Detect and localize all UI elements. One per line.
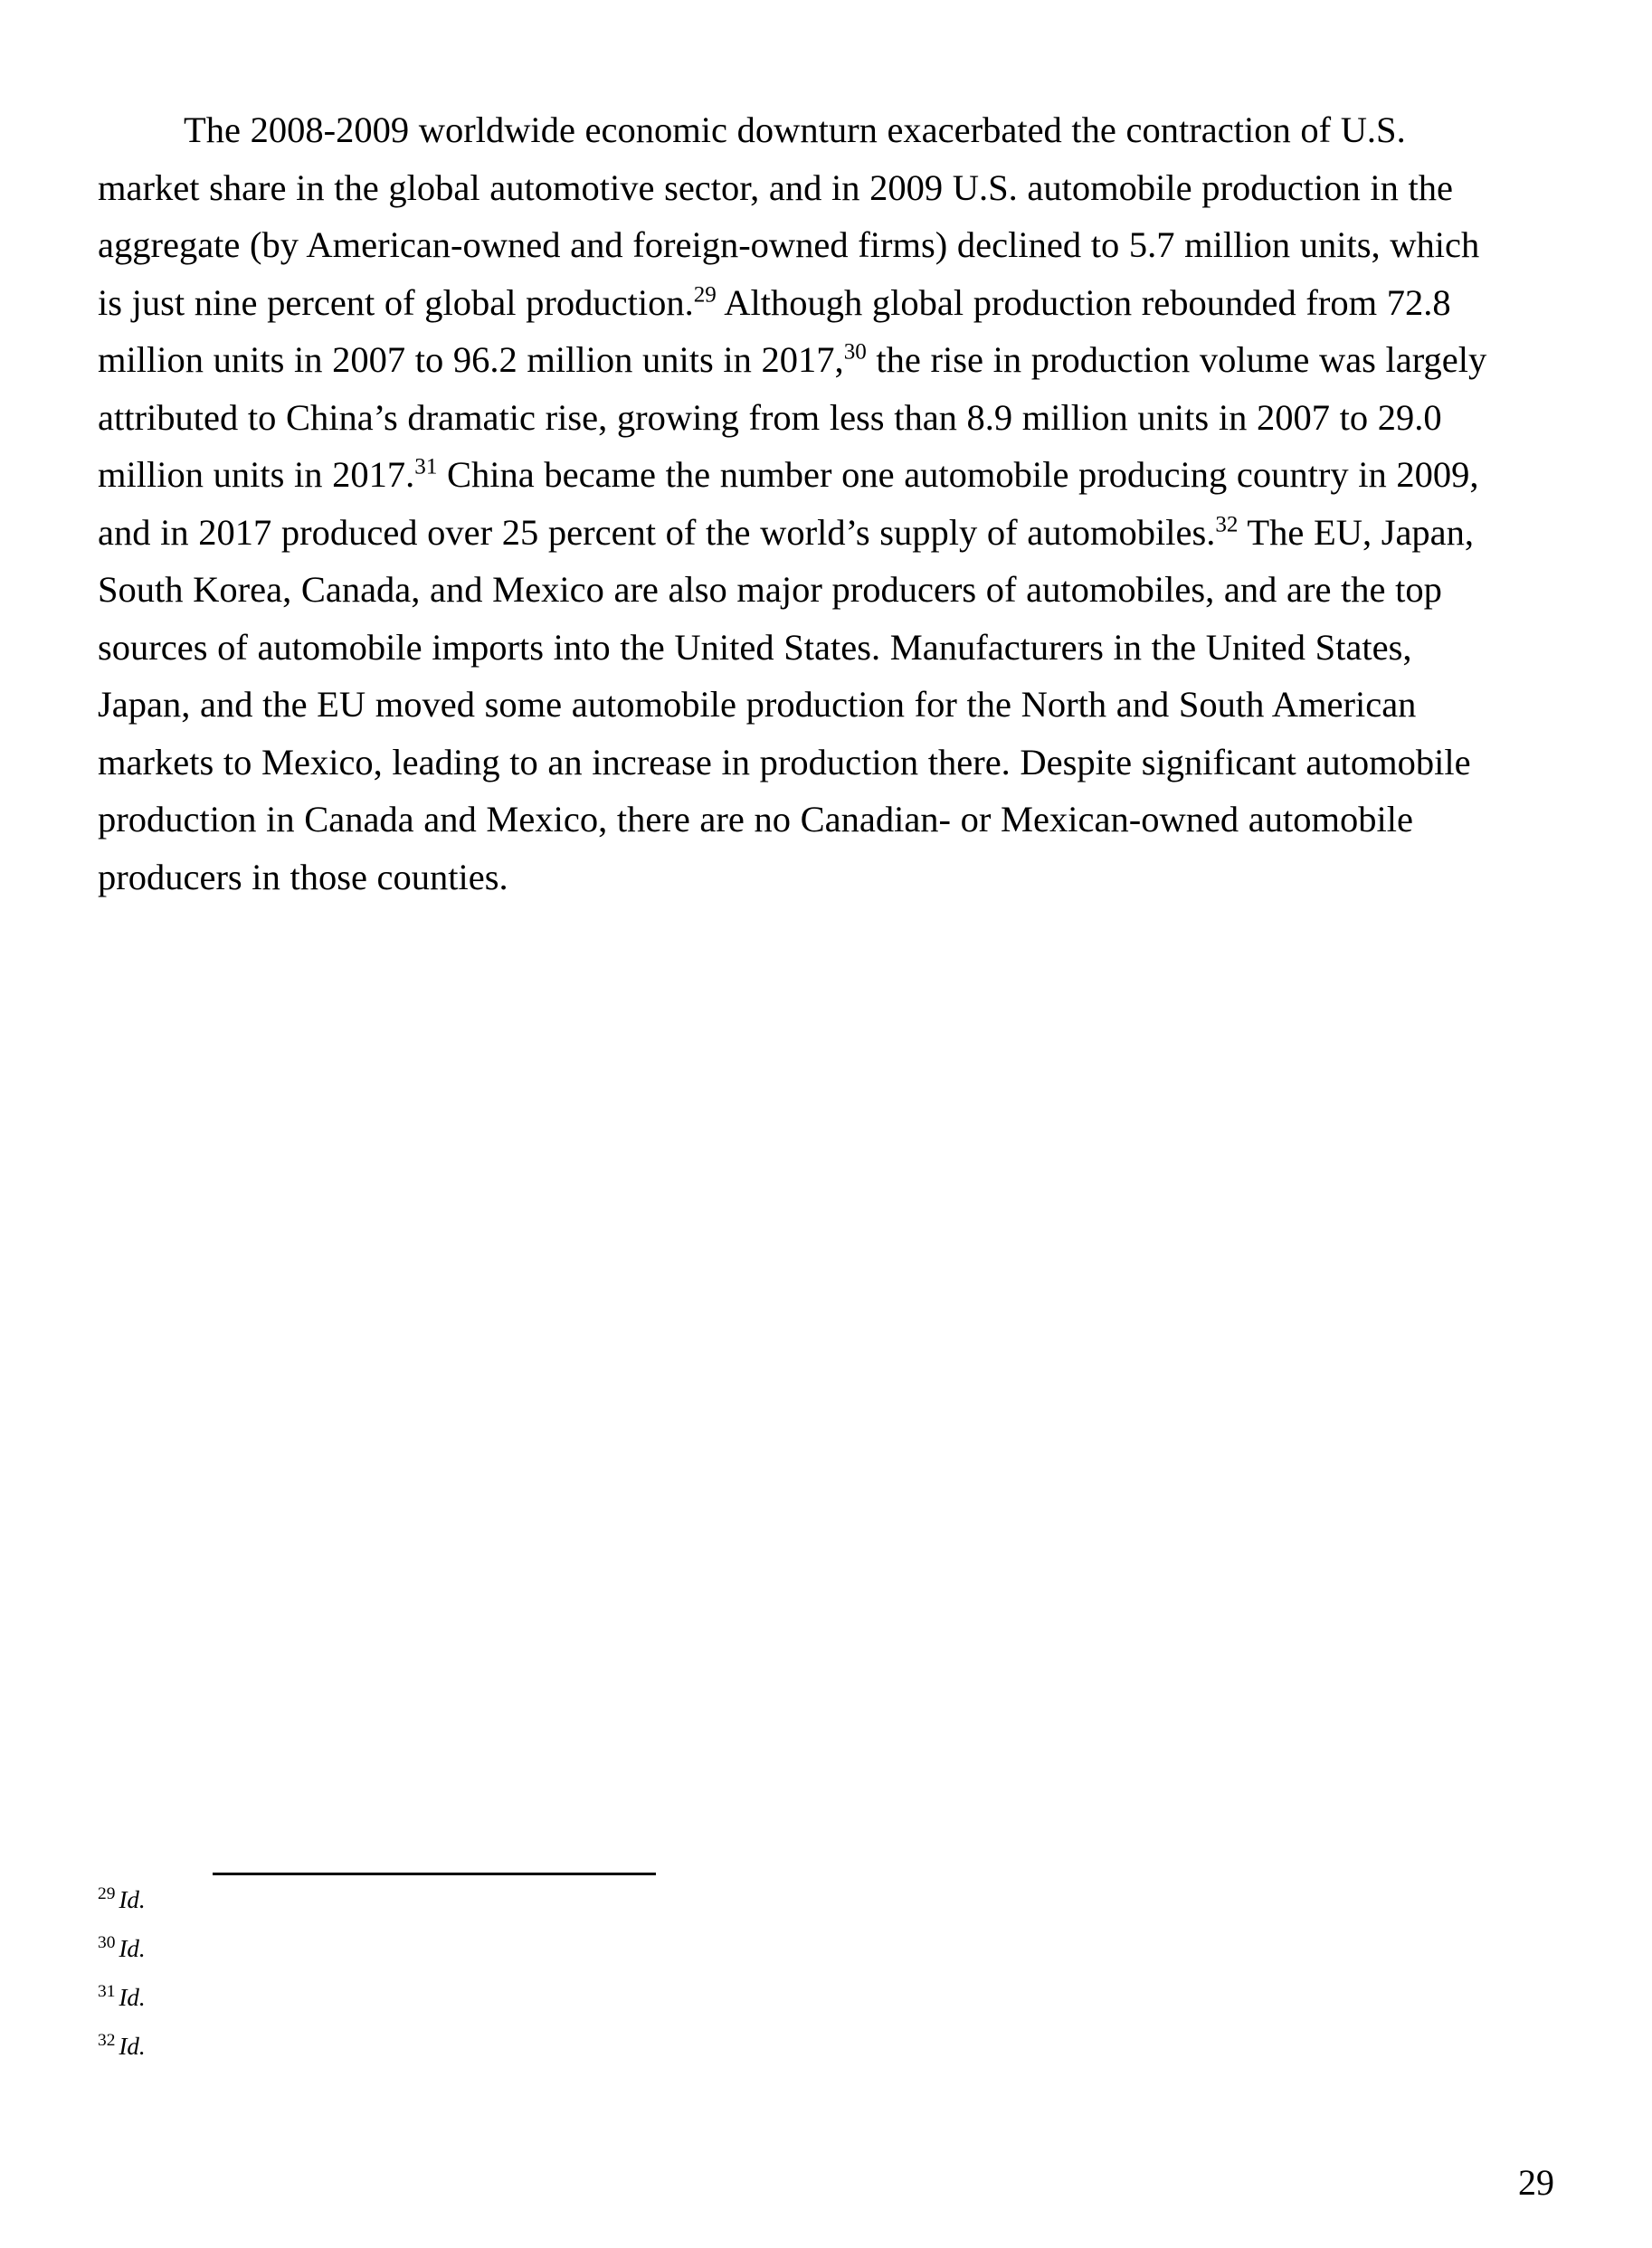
footnote-text: Id. [119, 1935, 146, 1962]
footnote-number: 29 [98, 1884, 116, 1903]
body-paragraph: The 2008-2009 worldwide economic downturn exacerbated the contraction of U.S. market share in the global automotive sector, and in 2009 U.S. automobile production in the aggregate (by American-owned and foreign-owned firms) declined to 5.7 million units, which is just nine percent of global production.$^{29}$ Although global production rebounded from 72.8 million units in 2007 to 96.2 million units in 2017,30 the rise in production volume was largely attributed to China’s dramatic rise, growing from less than 8.9 million units in 2007 to 29.0 million units in 2017.31 China became the number one automobile producing country in 2009, and in 2017 produced over 25 percent of the world’s supply of automobiles.$^{32}$ The EU, Japan, South Korea, Canada, and Mexico are also major producers of automobiles, and are the top sources of automobile imports into the United States. Manufacturers in the United States, Japan, and the EU moved some automobile production for the North and South American markets to Mexico, leading to an increase in production there. Despite significant automobile production in Canada and Mexico, there are no Canadian- or Mexican-owned automobile producers in those counties. [98, 109, 1487, 897]
footnote-number: 30 [98, 1933, 116, 1952]
footnote-text: Id. [119, 2033, 146, 2060]
footnote-number: 31 [98, 1982, 116, 2001]
footnote-number: 32 [98, 2031, 116, 2050]
footnote-item [98, 1924, 1509, 1973]
footnote-item [98, 1875, 1509, 1924]
footnote-reference-29[interactable]: 29 [693, 282, 717, 307]
page-number: 29 [1518, 2162, 1554, 2203]
footnote-item [98, 1973, 1509, 2022]
footnote-reference-32[interactable]: 32 [1215, 512, 1239, 536]
footnote-reference-30[interactable]: 30 [843, 339, 867, 365]
footnote-list [98, 1875, 1509, 2071]
footnote-item [98, 2022, 1509, 2071]
footnote-area [98, 1873, 1509, 2071]
footnote-text: Id. [119, 1984, 146, 2011]
footnote-reference-31[interactable]: 31 [414, 454, 438, 479]
footnote-text: Id. [119, 1886, 146, 1913]
body-text-block [98, 101, 1509, 906]
